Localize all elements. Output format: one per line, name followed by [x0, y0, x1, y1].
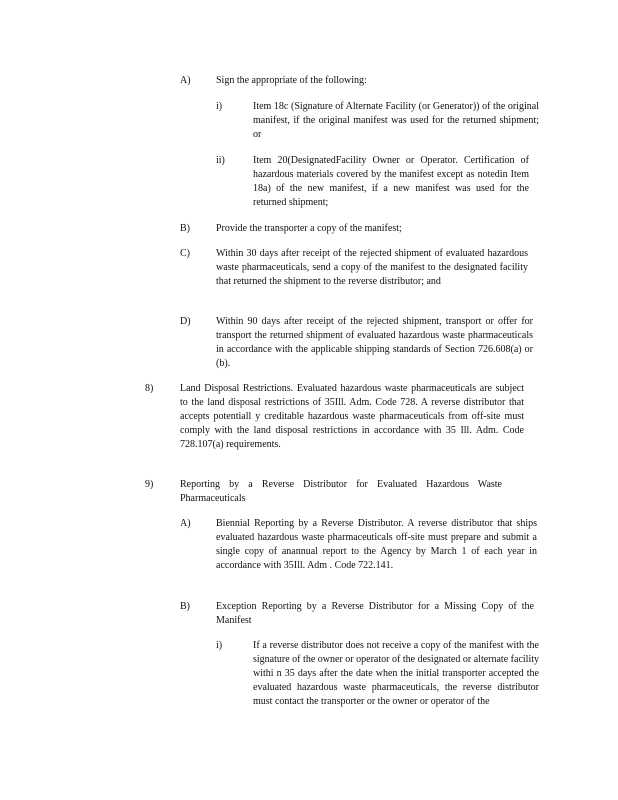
- item-label: ii): [216, 155, 225, 166]
- item-label: A): [180, 75, 191, 86]
- item-text: Item 20(DesignatedFacility Owner or Operator. Certification of hazardous materials covered by the manifest except as notedin Item 18a) of the new manifest, if a new manifest was used for the returned shipment;: [253, 155, 529, 208]
- item-label: C): [180, 248, 190, 259]
- item-text: Provide the transporter a copy of the manifest;: [216, 223, 402, 234]
- item-text: Within 90 days after receipt of the rejected shipment, transport or offer for transport the returned shipment of evaluated hazardous waste pharmaceuticals in accordance with the applicable shipping standards of Section 726.608(a) or (b).: [216, 316, 533, 369]
- item-text: Item 18c (Signature of Alternate Facility (or Generator)) of the original manifest, if the original manifest was used for the returned shipment; or: [253, 101, 539, 140]
- item-text: Exception Reporting by a Reverse Distributor for a Missing Copy of the Manifest: [216, 601, 534, 626]
- item-label: i): [216, 640, 223, 651]
- section-label: 9): [145, 479, 154, 490]
- section-label: 8): [145, 383, 154, 394]
- item-label: i): [216, 101, 223, 112]
- item-label: D): [180, 316, 191, 327]
- item-text: Within 30 days after receipt of the rejected shipment of evaluated hazardous waste pharmaceuticals, send a copy of the manifest to the designated facility that returned the shipment to the reverse distributor; and: [216, 248, 528, 287]
- item-label: A): [180, 518, 191, 529]
- item-label: B): [180, 601, 190, 612]
- item-text: If a reverse distributor does not receive a copy of the manifest with the signature of the owner or operator of the designated or alternate facility withi n 35 days after the date when the initial transporter accepted the evaluated hazardous waste pharmaceuticals, the reverse distributor must contact the transporter or the owner or operator of the: [253, 640, 539, 707]
- item-label: B): [180, 223, 190, 234]
- section-text: Land Disposal Restrictions. Evaluated hazardous waste pharmaceuticals are subject to the land disposal restrictions of 35Ill. Adm. Code 728. A reverse distributor that accepts potentiall y creditable hazardous waste pharmaceuticals from off-site must comply with the land disposal restrictions in accordance with 35 Ill. Adm. Code 728.107(a) requirements.: [180, 383, 524, 450]
- item-text: Biennial Reporting by a Reverse Distributor. A reverse distributor that ships evaluated hazardous waste pharmaceuticals off-site must prepare and submit a single copy of anannual report to the Agency by March 1 of each year in accordance with 35Ill. Adm . Code 722.141.: [216, 518, 537, 571]
- section-text: Reporting by a Reverse Distributor for Evaluated Hazardous Waste Pharmaceuticals: [180, 479, 502, 504]
- item-text: Sign the appropriate of the following:: [216, 75, 367, 86]
